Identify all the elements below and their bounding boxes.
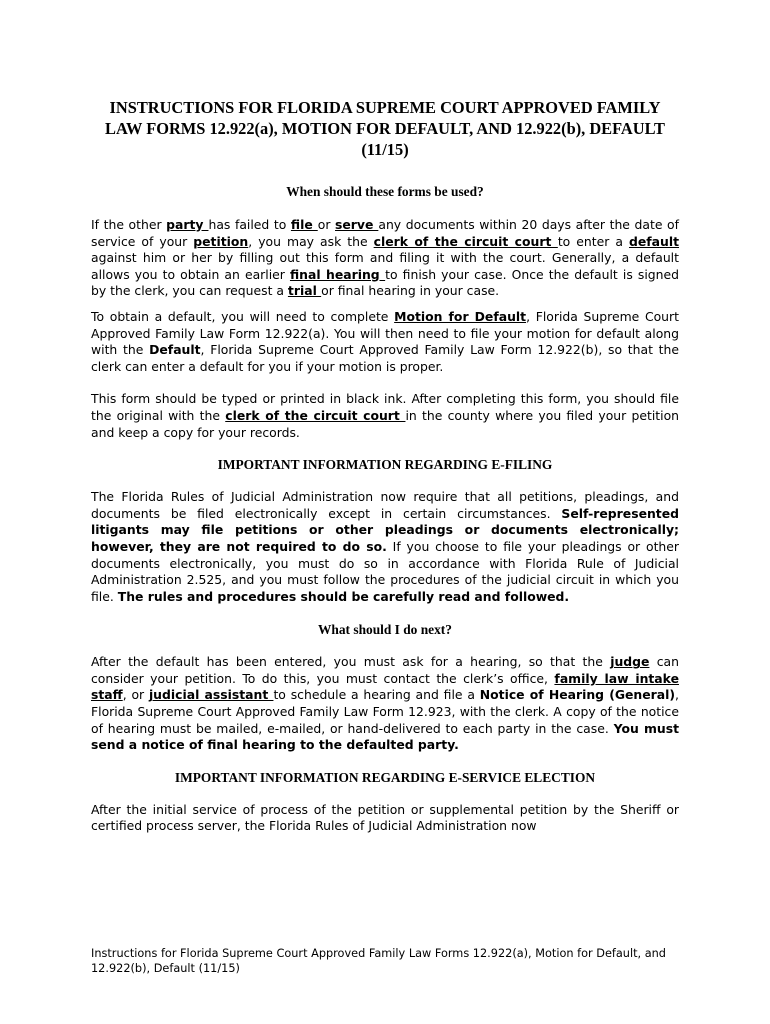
text-run: to enter a <box>557 233 629 249</box>
term-judicial-assistant: judicial assistant <box>148 687 274 703</box>
text-run: , Florida Supreme Court Approved Family Law Form 12.922(b), so that the clerk can enter a default for you if your motion is proper. <box>91 342 680 374</box>
text-run: After the default has been entered, you must ask for a hearing, so that the <box>91 654 611 670</box>
text-run: any documents within 20 days after the date of service of your <box>91 217 679 249</box>
section-heading-when-used: When should these forms be used? <box>286 184 484 199</box>
text-run: If the other <box>91 217 167 232</box>
section-heading-what-next: What should I do next? <box>318 622 452 638</box>
text-run: , Florida Supreme Court Approved Family Law Form 12.922(a). You will then need to file your motion for default along with the <box>91 308 679 358</box>
text-run: in the county where you filed your petition and keep a copy for your records. <box>91 407 680 440</box>
text-run: , Florida Supreme Court Approved Family Law Form 12.923, with the clerk. A copy of the notice of hearing must be mailed, e-mailed, or hand-delivered to each party in the case. <box>91 687 679 736</box>
term-final-hearing: final hearing <box>289 266 386 282</box>
term-petition: petition <box>193 233 249 249</box>
paragraph-e-filing <box>91 489 679 605</box>
bold-send-notice: You must send a notice of final hearing to the defaulted party. <box>91 720 680 753</box>
term-clerk-of-circuit-court: clerk of the circuit court <box>225 407 406 423</box>
text-run: The Florida Rules of Judicial Administration now require that all petitions, pleadings, and documents be filed electronically except in certain circumstances. <box>91 489 679 521</box>
term-file: file <box>290 217 318 232</box>
paragraph-black-ink <box>91 391 679 441</box>
text-run: has failed to <box>208 217 291 232</box>
term-clerk-of-circuit-court: clerk of the circuit court <box>373 233 558 249</box>
paragraph-what-next <box>91 654 679 754</box>
term-motion-for-default: Motion for Default <box>394 308 527 324</box>
text-run: or <box>317 217 336 232</box>
text-run: , or <box>122 687 149 703</box>
term-trial: trial <box>287 283 322 299</box>
text-run: To obtain a default, you will need to complete <box>91 308 395 324</box>
term-default: default <box>628 233 680 249</box>
term-serve: serve <box>335 217 379 232</box>
document-title: INSTRUCTIONS FOR FLORIDA SUPREME COURT APPROVED FAMILY LAW FORMS 12.922(a), MOTION FOR DEFAULT, AND 12.922(b), DEFAULT (11/15) <box>105 98 665 159</box>
bold-rules-procedures: The rules and procedures should be carefully read and followed. <box>117 588 570 604</box>
term-judge: judge <box>610 654 650 670</box>
term-family-law-intake-staff: family law intake staff <box>91 670 679 703</box>
text-run: against him or her by filling out this form and filing it with the court. Generally, a default allows you to obtain an earlier <box>91 250 679 282</box>
text-run: to finish your case. Once the default is signed by the clerk, you can request a <box>91 266 679 299</box>
bold-notice-of-hearing: Notice of Hearing (General) <box>479 687 676 703</box>
text-run: or final hearing in your case. <box>321 283 500 299</box>
paragraph-obtain-default <box>91 309 679 375</box>
section-heading-e-filing: IMPORTANT INFORMATION REGARDING E-FILING <box>217 457 553 473</box>
paragraph-when-used <box>91 217 679 300</box>
text-run: If you choose to file your pleadings or other documents electronically, you must do so in accordance with Florida Rule of Judicial Administration 2.525, and you must follow the procedures of the judicial circuit in which you file. <box>91 538 679 604</box>
term-party: party <box>166 217 209 232</box>
section-heading-e-service: IMPORTANT INFORMATION REGARDING E-SERVICE ELECTION <box>174 769 596 785</box>
bold-self-represented: Self-represented litigants may file petitions or other pleadings or documents electronically; however, they are not required to do so. <box>91 505 679 554</box>
text-run: can consider your petition. To do this, you must contact the clerk’s office, <box>91 654 679 686</box>
page-footer: Instructions for Florida Supreme Court Approved Family Law Forms 12.922(a), Motion for Default, and 12.922(b), Default (11/15) <box>91 947 666 976</box>
document-body <box>91 97 679 835</box>
text-run: to schedule a hearing and file a <box>273 687 480 703</box>
text-run: , you may ask the <box>248 233 374 249</box>
text-run: After the initial service of process of the petition or supplemental petition by the Sheriff or certified process server, the Florida Rules of Judicial Administration now <box>91 801 679 834</box>
paragraph-e-service <box>91 802 679 835</box>
term-default-bold: Default <box>149 342 201 358</box>
text-run: This form should be typed or printed in black ink. After completing this form, you should file the original with the <box>91 391 679 423</box>
